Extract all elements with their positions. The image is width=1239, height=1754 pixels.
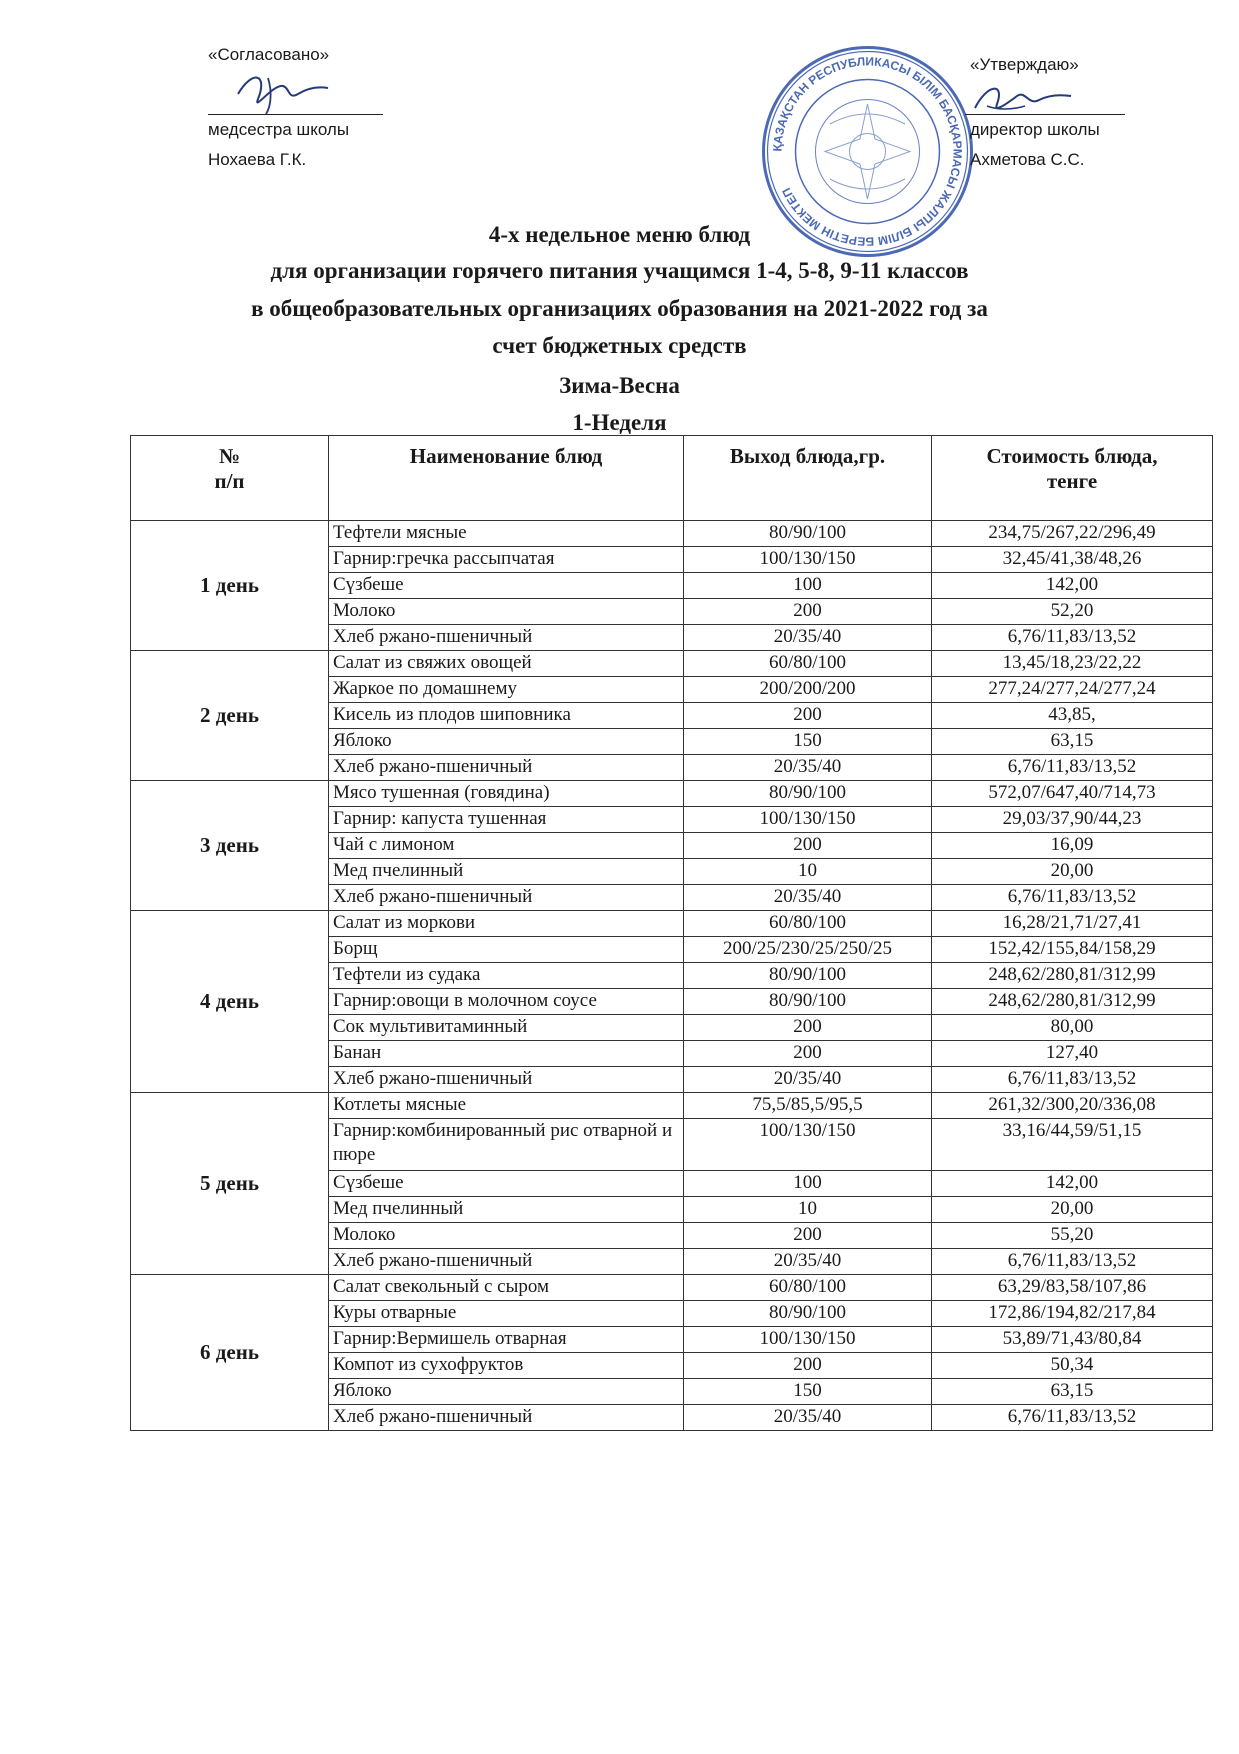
day-label: 2 день xyxy=(131,651,329,781)
dish-cost: 53,89/71,43/80,84 xyxy=(932,1327,1213,1353)
dish-cost: 127,40 xyxy=(932,1041,1213,1067)
dish-yield: 200/200/200 xyxy=(684,677,932,703)
title-line-3: в общеобразовательных организациях образования на 2021-2022 год за xyxy=(251,296,988,321)
dish-name: Салат свекольный с сыром xyxy=(329,1275,684,1301)
dish-cost: 6,76/11,83/13,52 xyxy=(932,755,1213,781)
dish-yield: 20/35/40 xyxy=(684,625,932,651)
dish-cost: 20,00 xyxy=(932,1197,1213,1223)
dish-name: Хлеб ржано-пшеничный xyxy=(329,625,684,651)
dish-cost: 6,76/11,83/13,52 xyxy=(932,1405,1213,1431)
approval-right-signature-line xyxy=(965,80,1125,115)
dish-yield: 100/130/150 xyxy=(684,1119,932,1171)
dish-yield: 20/35/40 xyxy=(684,885,932,911)
dish-name: Чай с лимоном xyxy=(329,833,684,859)
dish-cost: 142,00 xyxy=(932,1171,1213,1197)
signature-left xyxy=(228,64,348,116)
table-row xyxy=(131,781,1213,807)
dish-cost: 63,15 xyxy=(932,729,1213,755)
dish-cost: 52,20 xyxy=(932,599,1213,625)
dish-yield: 80/90/100 xyxy=(684,1301,932,1327)
approval-left-name: Нохаева Г.К. xyxy=(208,150,307,169)
dish-yield: 80/90/100 xyxy=(684,521,932,547)
menu-table xyxy=(130,435,1213,1431)
dish-name: Яблоко xyxy=(329,1379,684,1405)
approval-left-signature-line xyxy=(208,70,383,115)
dish-cost: 6,76/11,83/13,52 xyxy=(932,1249,1213,1275)
dish-name: Жаркое по домашнему xyxy=(329,677,684,703)
dish-cost: 6,76/11,83/13,52 xyxy=(932,1067,1213,1093)
dish-name: Тефтели мясные xyxy=(329,521,684,547)
dish-yield: 60/80/100 xyxy=(684,911,932,937)
dish-cost: 248,62/280,81/312,99 xyxy=(932,989,1213,1015)
approval-right-name: Ахметова С.С. xyxy=(970,150,1085,169)
table-row xyxy=(131,1275,1213,1301)
dish-name: Котлеты мясные xyxy=(329,1093,684,1119)
dish-yield: 20/35/40 xyxy=(684,1067,932,1093)
dish-name: Сүзбеше xyxy=(329,1171,684,1197)
dish-yield: 80/90/100 xyxy=(684,963,932,989)
dish-cost: 63,29/83,58/107,86 xyxy=(932,1275,1213,1301)
dish-yield: 100/130/150 xyxy=(684,1327,932,1353)
dish-yield: 200 xyxy=(684,1353,932,1379)
dish-cost: 32,45/41,38/48,26 xyxy=(932,547,1213,573)
dish-name: Гарнир:Вермишель отварная xyxy=(329,1327,684,1353)
dish-name: Хлеб ржано-пшеничный xyxy=(329,755,684,781)
dish-cost: 277,24/277,24/277,24 xyxy=(932,677,1213,703)
dish-yield: 200 xyxy=(684,1041,932,1067)
dish-name: Хлеб ржано-пшеничный xyxy=(329,885,684,911)
dish-yield: 100 xyxy=(684,1171,932,1197)
dish-cost: 16,28/21,71/27,41 xyxy=(932,911,1213,937)
dish-cost: 261,32/300,20/336,08 xyxy=(932,1093,1213,1119)
dish-name: Мясо тушенная (говядина) xyxy=(329,781,684,807)
dish-name: Хлеб ржано-пшеничный xyxy=(329,1405,684,1431)
dish-yield: 10 xyxy=(684,1197,932,1223)
title-line-4: счет бюджетных средств xyxy=(492,333,747,358)
dish-yield: 200 xyxy=(684,703,932,729)
dish-name: Салат из моркови xyxy=(329,911,684,937)
dish-name: Мед пчелинный xyxy=(329,1197,684,1223)
dish-cost: 152,42/155,84/158,29 xyxy=(932,937,1213,963)
dish-name: Сок мультивитаминный xyxy=(329,1015,684,1041)
dish-name: Яблоко xyxy=(329,729,684,755)
dish-cost: 6,76/11,83/13,52 xyxy=(932,625,1213,651)
dish-yield: 20/35/40 xyxy=(684,755,932,781)
approval-left xyxy=(208,40,383,175)
dish-cost: 33,16/44,59/51,15 xyxy=(932,1119,1213,1171)
dish-name: Гарнир:комбинированный рис отварной и пюре xyxy=(329,1119,684,1171)
dish-name: Хлеб ржано-пшеничный xyxy=(329,1067,684,1093)
dish-yield: 75,5/85,5/95,5 xyxy=(684,1093,932,1119)
header-number: № п/п xyxy=(131,436,329,521)
dish-cost: 13,45/18,23/22,22 xyxy=(932,651,1213,677)
day-label: 1 день xyxy=(131,521,329,651)
table-header-row xyxy=(131,436,1213,521)
dish-cost: 142,00 xyxy=(932,573,1213,599)
dish-cost: 6,76/11,83/13,52 xyxy=(932,885,1213,911)
day-label: 4 день xyxy=(131,911,329,1093)
dish-cost: 234,75/267,22/296,49 xyxy=(932,521,1213,547)
dish-cost: 43,85, xyxy=(932,703,1213,729)
dish-yield: 200 xyxy=(684,833,932,859)
dish-yield: 150 xyxy=(684,729,932,755)
table-row xyxy=(131,1093,1213,1119)
dish-name: Хлеб ржано-пшеничный xyxy=(329,1249,684,1275)
dish-yield: 200 xyxy=(684,1015,932,1041)
table-row xyxy=(131,651,1213,677)
dish-cost: 80,00 xyxy=(932,1015,1213,1041)
dish-name: Мед пчелинный xyxy=(329,859,684,885)
dish-yield: 60/80/100 xyxy=(684,651,932,677)
dish-cost: 29,03/37,90/44,23 xyxy=(932,807,1213,833)
header-dish-name: Наименование блюд xyxy=(329,436,684,521)
dish-name: Куры отварные xyxy=(329,1301,684,1327)
dish-name: Кисель из плодов шиповника xyxy=(329,703,684,729)
dish-yield: 80/90/100 xyxy=(684,989,932,1015)
dish-yield: 80/90/100 xyxy=(684,781,932,807)
approval-left-position: медсестра школы xyxy=(208,120,350,139)
dish-name: Борщ xyxy=(329,937,684,963)
dish-yield: 20/35/40 xyxy=(684,1405,932,1431)
svg-text:ҚАЗАҚСТАН РЕСПУБЛИКАСЫ БІЛІМ Б xyxy=(770,54,964,248)
dish-cost: 20,00 xyxy=(932,859,1213,885)
dish-name: Банан xyxy=(329,1041,684,1067)
day-label: 3 день xyxy=(131,781,329,911)
dish-name: Тефтели из судака xyxy=(329,963,684,989)
dish-cost: 16,09 xyxy=(932,833,1213,859)
approval-right-position: директор школы xyxy=(970,120,1100,139)
title-line-1: 4-х недельное меню блюд xyxy=(488,222,751,247)
dish-name: Молоко xyxy=(329,1223,684,1249)
dish-yield: 100 xyxy=(684,573,932,599)
dish-yield: 60/80/100 xyxy=(684,1275,932,1301)
approval-right-heading: «Утверждаю» xyxy=(970,55,1079,74)
menu-table-body xyxy=(131,521,1213,1431)
header-yield: Выход блюда,гр. xyxy=(684,436,932,521)
dish-cost: 248,62/280,81/312,99 xyxy=(932,963,1213,989)
dish-yield: 200 xyxy=(684,599,932,625)
season-title: Зима-Весна xyxy=(559,373,680,398)
day-label: 5 день xyxy=(131,1093,329,1275)
signature-right xyxy=(967,76,1077,120)
approval-right xyxy=(970,50,1125,175)
dish-yield: 10 xyxy=(684,859,932,885)
dish-cost: 50,34 xyxy=(932,1353,1213,1379)
week-title: 1-Неделя xyxy=(572,410,667,435)
dish-yield: 100/130/150 xyxy=(684,807,932,833)
dish-cost: 572,07/647,40/714,73 xyxy=(932,781,1213,807)
dish-yield: 150 xyxy=(684,1379,932,1405)
day-label: 6 день xyxy=(131,1275,329,1431)
stamp-ring-text: ҚАЗАҚСТАН РЕСПУБЛИКАСЫ БІЛІМ БАСҚАРМАСЫ ЖАЛПЫ БІЛІМ БЕРЕТІН МЕКТЕП xyxy=(770,54,965,249)
title-line-2: для организации горячего питания учащимся 1-4, 5-8, 9-11 классов xyxy=(270,258,969,283)
dish-yield: 20/35/40 xyxy=(684,1249,932,1275)
dish-cost: 55,20 xyxy=(932,1223,1213,1249)
approval-left-heading: «Согласовано» xyxy=(208,45,330,64)
dish-name: Молоко xyxy=(329,599,684,625)
dish-name: Сүзбеше xyxy=(329,573,684,599)
dish-name: Гарнир:овощи в молочном соусе xyxy=(329,989,684,1015)
dish-yield: 200/25/230/25/250/25 xyxy=(684,937,932,963)
dish-yield: 200 xyxy=(684,1223,932,1249)
dish-yield: 100/130/150 xyxy=(684,547,932,573)
header-cost: Стоимость блюда, тенге xyxy=(932,436,1213,521)
dish-name: Салат из свяжих овощей xyxy=(329,651,684,677)
dish-name: Гарнир:гречка рассыпчатая xyxy=(329,547,684,573)
dish-name: Компот из сухофруктов xyxy=(329,1353,684,1379)
dish-cost: 63,15 xyxy=(932,1379,1213,1405)
table-row xyxy=(131,911,1213,937)
table-row xyxy=(131,521,1213,547)
dish-cost: 172,86/194,82/217,84 xyxy=(932,1301,1213,1327)
dish-name: Гарнир: капуста тушенная xyxy=(329,807,684,833)
